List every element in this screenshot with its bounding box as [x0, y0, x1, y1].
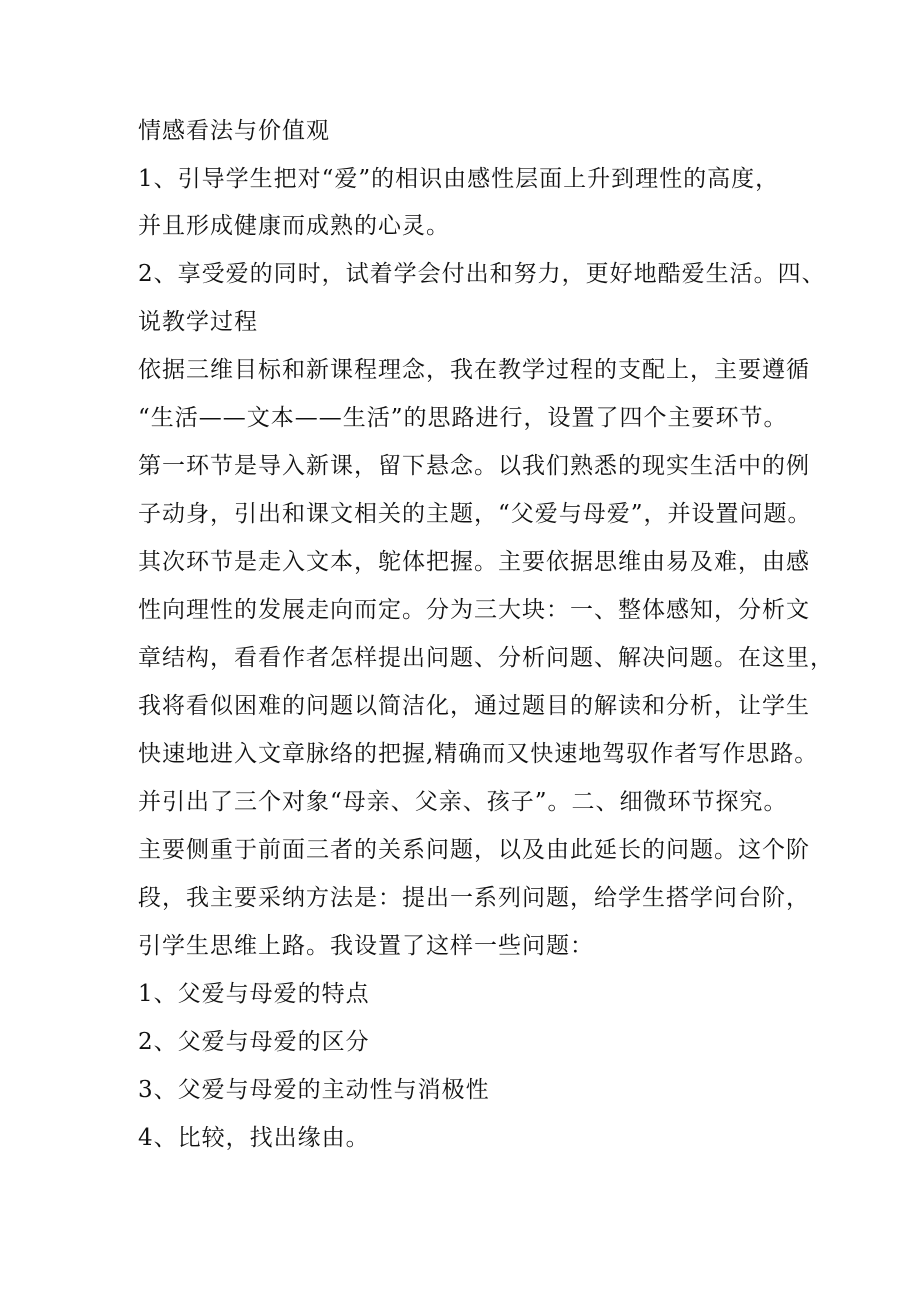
text-line: 子动身，引出和课文相关的主题，“父爱与母爱”，并设置问题。 — [138, 501, 812, 527]
text-line: 说教学过程 — [138, 309, 258, 335]
text-line: 其次环节是走入文本，鸵体把握。主要依据思维由易及难，由感 — [138, 549, 810, 575]
text-line: 主要侧重于前面三者的关系问题，以及由此延长的问题。这个阶 — [138, 837, 810, 863]
list-item: 4、比较，找出缘由。 — [138, 1125, 370, 1151]
text-line: 并且形成健康而成熟的心灵。 — [138, 213, 450, 239]
text-line: 并引出了三个对象“母亲、父亲、孩子”。二、细微环节探究。 — [138, 789, 788, 815]
text-line: 2、享受爱的同时，试着学会付出和努力，更好地酷爱生活。四、 — [138, 261, 826, 287]
text-line: 1、引导学生把对“爱”的相识由感性层面上升到理性的高度， — [138, 166, 780, 192]
list-item: 2、父爱与母爱的区分 — [138, 1029, 370, 1055]
list-item: 1、父爱与母爱的特点 — [138, 981, 370, 1007]
text-line: 依据三维目标和新课程理念，我在教学过程的支配上，主要遵循 — [138, 357, 810, 383]
section-heading: 情感看法与价值观 — [138, 118, 330, 144]
text-line: 性向理性的发展走向而定。分为三大块：一、整体感知，分析文 — [138, 597, 810, 623]
text-line: 我将看似困难的问题以简洁化，通过题目的解读和分析，让学生 — [138, 693, 810, 719]
text-line: 快速地进入文章脉络的把握,精确而又快速地驾驭作者写作思路。 — [138, 741, 819, 767]
text-line: 段，我主要采纳方法是：提出一系列问题，给学生搭学问台阶， — [138, 885, 810, 911]
text-line: “生活——文本——生活”的思路进行，设置了四个主要环节。 — [138, 405, 788, 431]
text-line: 章结构，看看作者怎样提出问题、分析问题、解决问题。在这里， — [138, 645, 834, 671]
text-line: 第一环节是导入新课，留下悬念。以我们熟悉的现实生活中的例 — [138, 453, 810, 479]
list-item: 3、父爱与母爱的主动性与消极性 — [138, 1077, 490, 1103]
text-line: 引学生思维上路。我设置了这样一些问题： — [138, 933, 594, 959]
